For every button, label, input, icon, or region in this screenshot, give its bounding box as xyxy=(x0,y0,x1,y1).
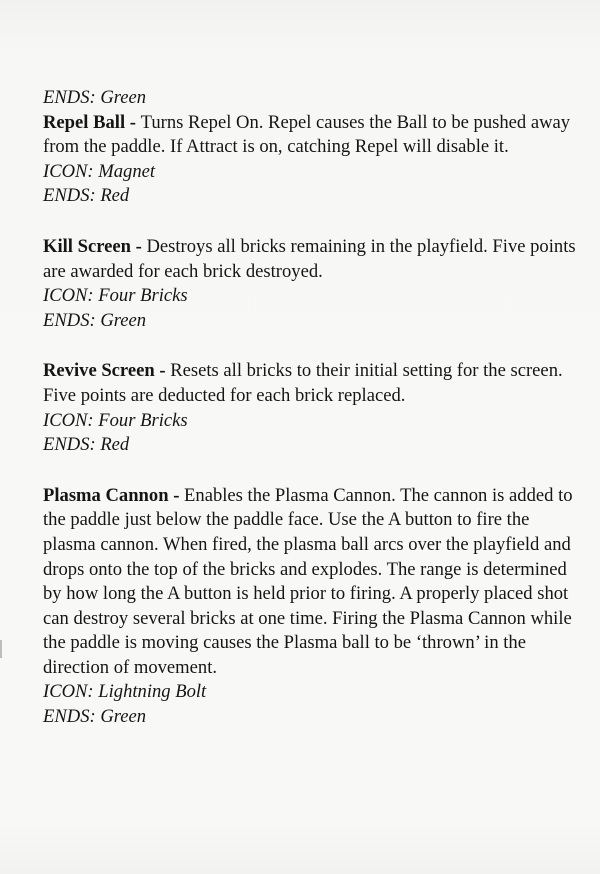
entry-title: Kill Screen xyxy=(43,235,131,257)
entry-separator: - xyxy=(130,235,147,257)
entry-description: Resets all bricks to their initial setting for the screen. Five points are deducted for each brick replaced. xyxy=(43,360,563,406)
entry-icon-line: ICON: Magnet xyxy=(43,160,156,182)
entry-description: Turns Repel On. Repel causes the Ball to be pushed away from the paddle. If Attract is on, catching Repel will disable it. xyxy=(43,111,571,158)
entry-title: Revive Screen xyxy=(43,360,155,382)
entry-separator: - xyxy=(125,111,141,133)
entry-repel-ball xyxy=(43,111,577,209)
entry-revive-screen xyxy=(43,359,577,457)
page-edge-mark xyxy=(0,640,2,658)
entry-ends-line: ENDS: Red xyxy=(43,185,130,207)
entry-kill-screen xyxy=(43,235,577,333)
entry-ends-line: ENDS: Green xyxy=(43,309,147,331)
entry-body xyxy=(43,359,577,408)
entry-description: Destroys all bricks remaining in the playfield. Five points are awarded for each brick destroyed. xyxy=(43,235,576,282)
entry-body xyxy=(43,111,577,160)
entry-title: Repel Ball xyxy=(43,111,126,133)
entry-icon-line: ICON: Four Bricks xyxy=(43,285,188,307)
entry-icon-line: ICON: Lightning Bolt xyxy=(43,681,207,703)
entry-body xyxy=(43,484,577,681)
entry-body xyxy=(43,235,577,284)
entry-description: Enables the Plasma Cannon. The cannon is added to the paddle just below the paddle face. Use the A button to fire the plasma cannon. When fired, the plasma ball arcs over the playfield and drops onto the top of the bricks and explodes. The range is determined by how long the A button is held prior to firing. A properly placed shot can destroy several bricks at one time. Firing the Plasma Cannon while the paddle is moving causes the Plasma ball to be ‘thrown’ in the direction of movement. xyxy=(43,484,573,678)
entry-icon-line: ICON: Four Bricks xyxy=(43,409,188,431)
entry-plasma-cannon xyxy=(43,484,577,730)
entry-separator: - xyxy=(154,360,171,382)
entry-ends-line: ENDS: Green xyxy=(43,706,147,728)
entry-title: Plasma Cannon xyxy=(43,484,169,506)
page-content xyxy=(43,86,577,756)
entry-ends-line: ENDS: Red xyxy=(43,434,130,456)
top-ends-line: ENDS: Green xyxy=(43,87,147,108)
entry-separator: - xyxy=(168,484,185,506)
